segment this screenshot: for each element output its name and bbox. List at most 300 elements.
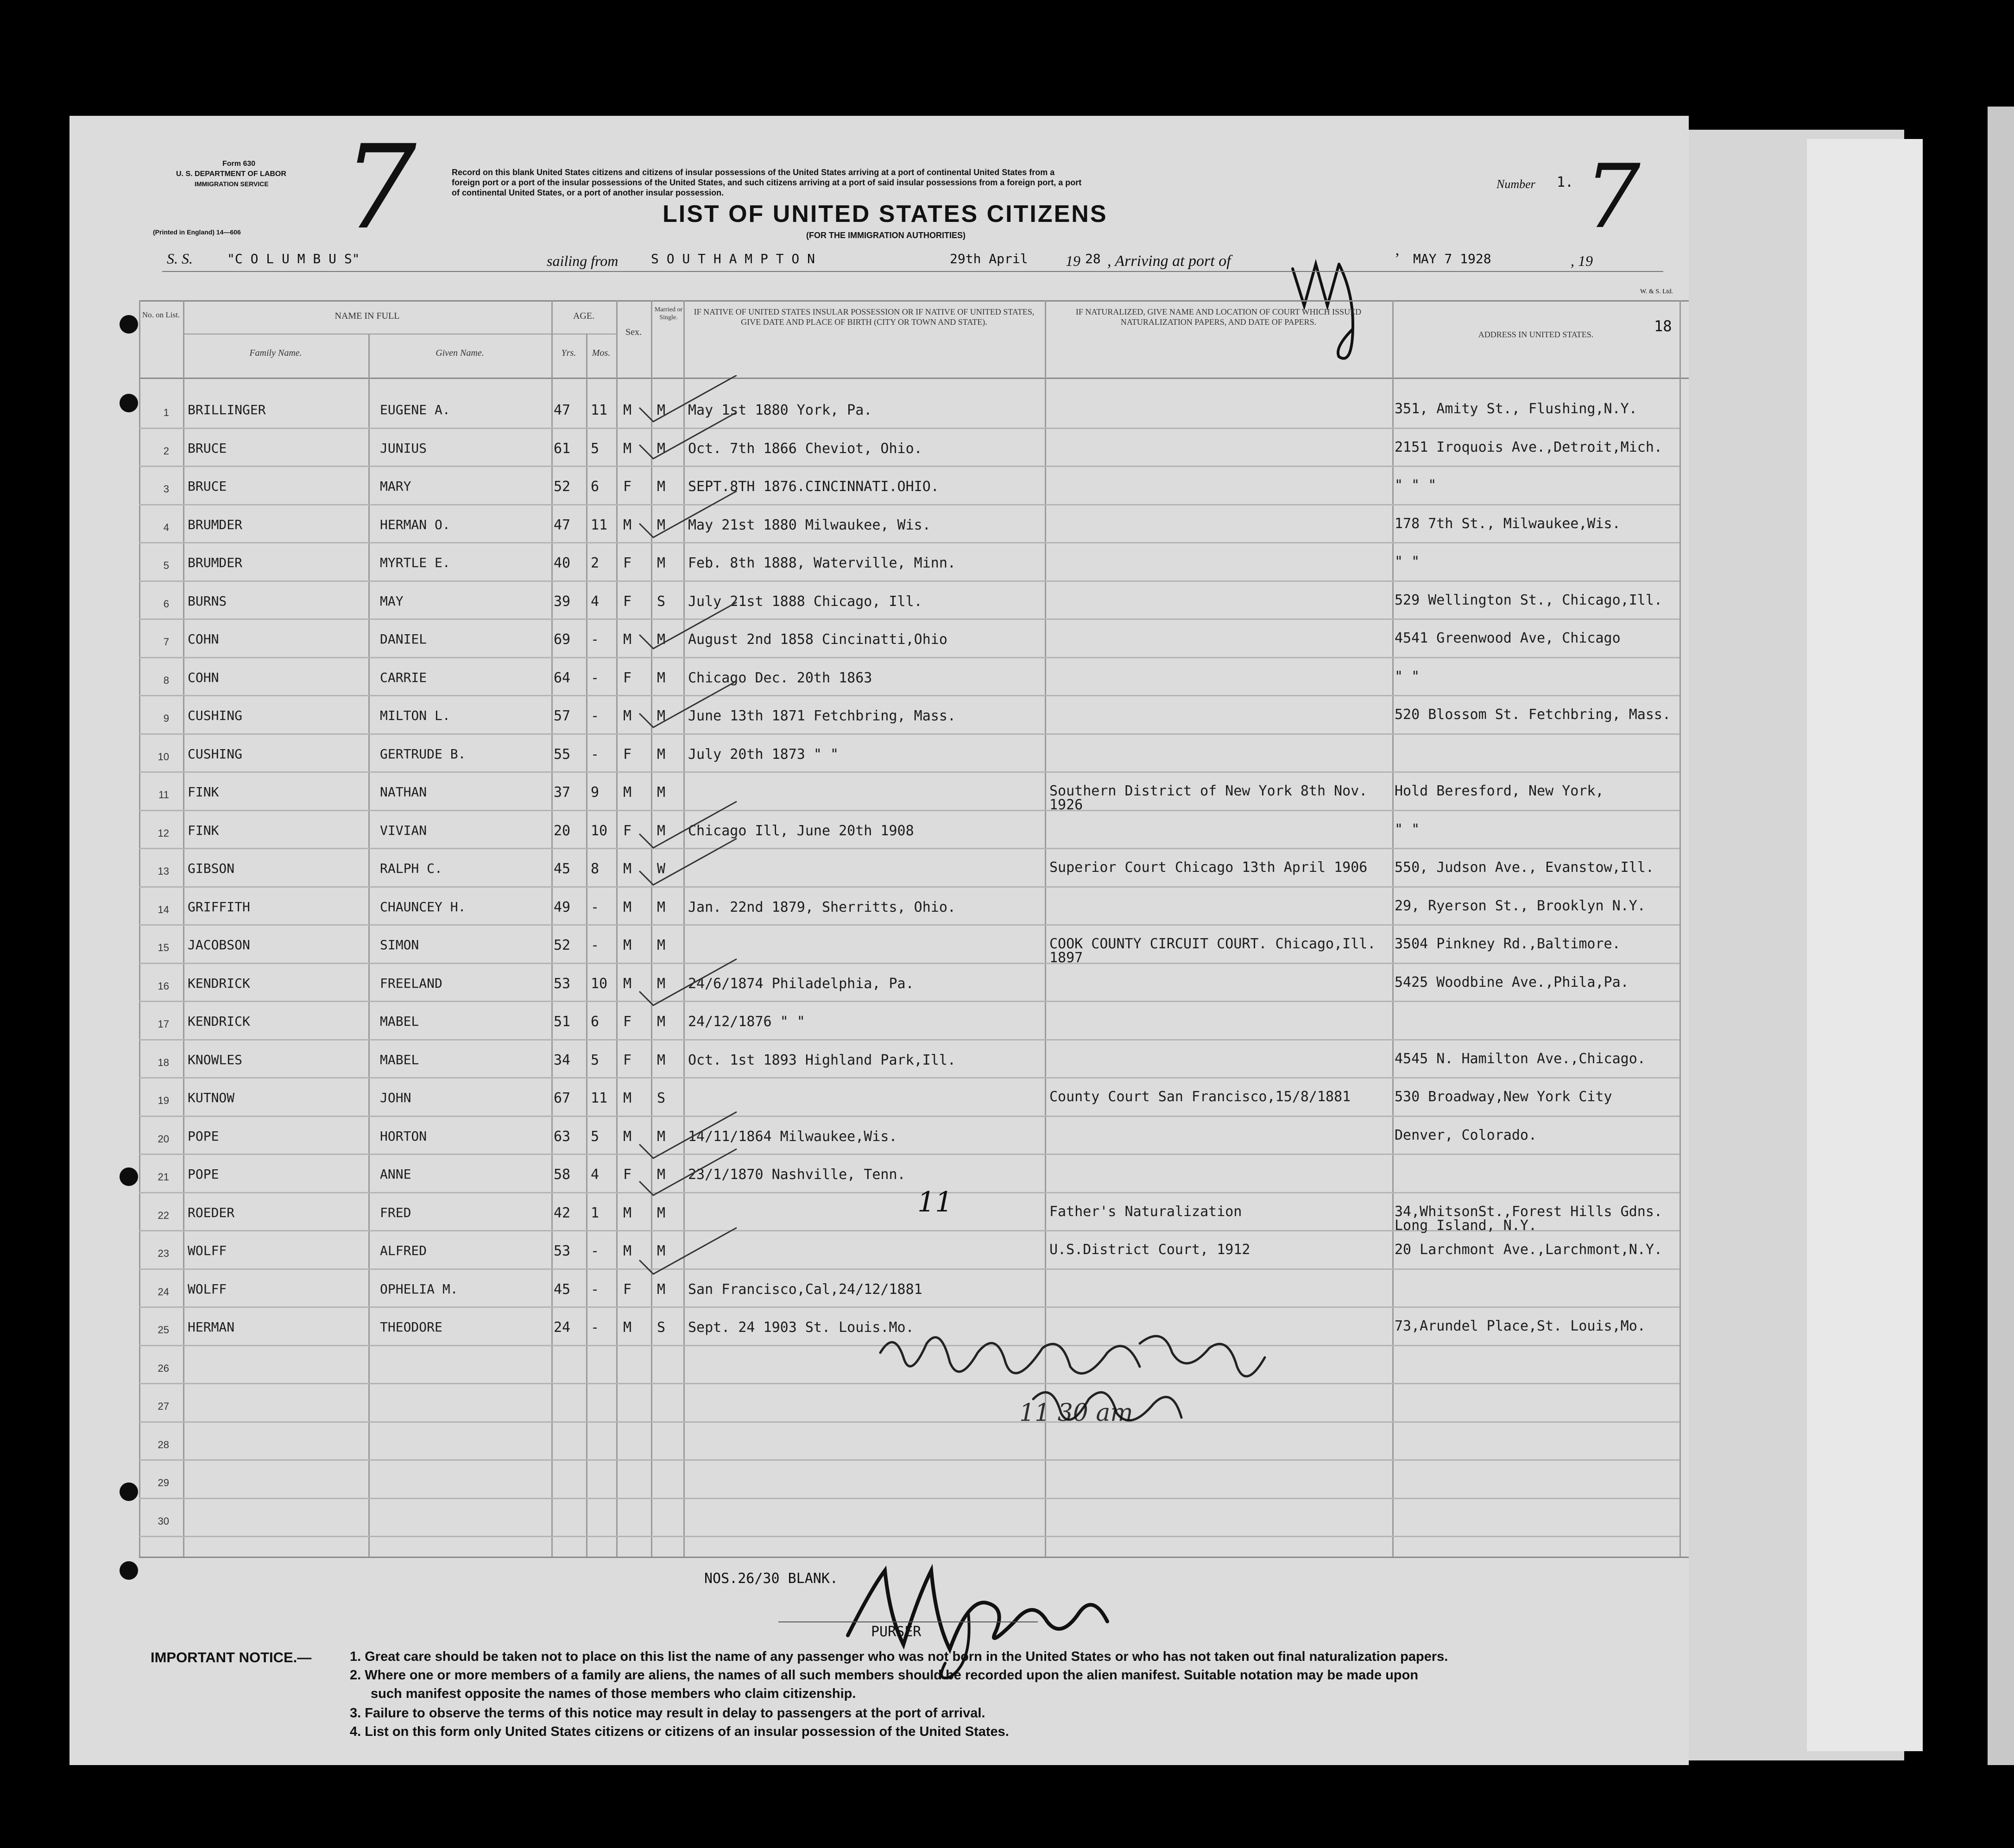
naturalization-cell: COOK COUNTY CIRCUIT COURT. Chicago,Ill. 1897	[1049, 936, 1376, 966]
sex-cell: M	[623, 861, 632, 877]
year-suffix: 28	[1085, 251, 1101, 266]
family-name-cell: BURNS	[188, 593, 227, 609]
marital-status-cell: M	[657, 1243, 666, 1259]
birth-cell: 24/6/1874 Philadelphia, Pa.	[688, 975, 914, 992]
address-cell: Hold Beresford, New York,	[1395, 783, 1604, 799]
header-address: ADDRESS IN UNITED STATES.	[1478, 330, 1594, 339]
birth-cell: May 21st 1880 Milwaukee, Wis.	[688, 517, 931, 533]
row-rule	[139, 542, 1679, 543]
row-number: 13	[158, 865, 169, 877]
age-years-cell: 63	[554, 1128, 571, 1145]
purser-rule	[778, 1621, 1038, 1622]
sheet-mark-right: 7	[1585, 145, 1641, 248]
address-cell: 178 7th St., Milwaukee,Wis.	[1395, 515, 1621, 532]
notice-2b: such manifest opposite the names of those members who claim citizenship.	[371, 1686, 856, 1701]
sex-cell: M	[623, 1243, 632, 1259]
marital-status-cell: M	[657, 746, 666, 763]
age-years-cell: 34	[554, 1052, 571, 1068]
address-cell: " "	[1395, 821, 1420, 838]
given-name-cell: FRED	[380, 1205, 411, 1220]
age-years-cell: 37	[554, 784, 571, 801]
family-name-cell: BRUMDER	[188, 517, 243, 532]
given-name-cell: MABEL	[380, 1052, 419, 1067]
given-name-cell: CARRIE	[380, 669, 427, 685]
row-number: 15	[158, 942, 169, 953]
marital-status-cell: M	[657, 1205, 666, 1221]
given-name-cell: CHAUNCEY H.	[380, 899, 466, 915]
punch-hole	[120, 1482, 138, 1501]
row-rule	[139, 1268, 1679, 1270]
address-cell: 34,WhitsonSt.,Forest Hills Gdns. Long Island, N.Y.	[1395, 1203, 1662, 1234]
instruction-line-1: Record on this blank United States citizens and citizens of insular possessions of the United States arriving at a port of continental United States from a	[452, 168, 1055, 177]
family-name-cell: CUSHING	[188, 708, 243, 723]
stacked-page-edge	[1988, 107, 2014, 1765]
given-name-cell: MAY	[380, 593, 404, 609]
row-number: 25	[158, 1324, 169, 1336]
row-rule	[139, 1039, 1679, 1041]
age-years-cell: 64	[554, 669, 571, 686]
age-years-cell: 40	[554, 555, 571, 571]
age-years-cell: 45	[554, 1281, 571, 1298]
sex-cell: M	[623, 708, 632, 724]
address-cell: 351, Amity St., Flushing,N.Y.	[1395, 401, 1637, 417]
birth-cell: Jan. 22nd 1879, Sherritts, Ohio.	[688, 899, 956, 915]
naturalization-cell: U.S.District Court, 1912	[1049, 1242, 1250, 1258]
row-number: 6	[163, 598, 169, 610]
col-divider	[368, 334, 370, 1557]
department: U. S. DEPARTMENT OF LABOR	[176, 170, 286, 178]
row-rule	[139, 504, 1679, 505]
notice-3: 3. Failure to observe the terms of this notice may result in delay to passengers at the port of arrival.	[350, 1706, 985, 1721]
given-name-cell: OPHELIA M.	[380, 1281, 458, 1297]
row-number: 17	[158, 1018, 169, 1030]
marital-status-cell: M	[657, 631, 666, 648]
marital-status-cell: M	[657, 1167, 666, 1183]
sex-cell: F	[623, 669, 632, 686]
age-years-cell: 53	[554, 1243, 571, 1259]
row-number: 11	[158, 789, 169, 801]
sex-cell: M	[623, 937, 632, 953]
arrival-date: MAY 7 1928	[1413, 251, 1491, 266]
birth-cell: Oct. 1st 1893 Highland Park,Ill.	[688, 1052, 956, 1068]
marital-status-cell: M	[657, 402, 666, 418]
age-months-cell: -	[591, 708, 600, 724]
family-name-cell: KENDRICK	[188, 1014, 250, 1029]
family-name-cell: WOLFF	[188, 1281, 227, 1297]
birth-cell: 23/1/1870 Nashville, Tenn.	[688, 1167, 906, 1183]
row-number: 21	[158, 1171, 169, 1183]
family-name-cell: ROEDER	[188, 1205, 235, 1220]
birth-cell: August 2nd 1858 Cincinatti,Ohio	[688, 631, 947, 648]
address-cell: Denver, Colorado.	[1395, 1127, 1537, 1143]
row-rule	[139, 771, 1679, 773]
arriving-label: , Arriving at port of	[1107, 252, 1231, 270]
age-years-cell: 67	[554, 1090, 571, 1106]
row-rule	[139, 1306, 1679, 1308]
service: IMMIGRATION SERVICE	[195, 180, 269, 188]
row-number: 30	[158, 1515, 169, 1527]
header-name-in-full: NAME IN FULL	[335, 311, 400, 321]
age-years-cell: 45	[554, 861, 571, 877]
age-years-cell: 69	[554, 631, 571, 648]
age-years-cell: 47	[554, 517, 571, 533]
header-bottom-rule	[139, 378, 1689, 379]
age-months-cell: 9	[591, 784, 600, 801]
marital-status-cell: M	[657, 708, 666, 724]
age-months-cell: 5	[591, 1128, 600, 1145]
row-number: 3	[163, 483, 169, 495]
punch-hole	[120, 394, 138, 412]
age-months-cell: 2	[591, 555, 600, 571]
marital-status-cell: M	[657, 440, 666, 457]
family-name-cell: BRUMDER	[188, 555, 243, 570]
notice-2a: 2. Where one or more members of a family are aliens, the names of all such members should be recorded upon the alien manifest. Suitable notation may be made upon	[350, 1668, 1419, 1683]
header-sex: Sex.	[625, 327, 642, 337]
birth-cell: July 21st 1888 Chicago, Ill.	[688, 593, 922, 610]
address-cell: 4541 Greenwood Ave, Chicago	[1395, 630, 1621, 646]
family-name-cell: FINK	[188, 784, 219, 800]
purser-label: PURSER	[871, 1624, 922, 1640]
sailing-label: sailing from	[547, 252, 619, 269]
header-birth: IF NATIVE OF UNITED STATES INSULAR POSSESSION OR IF NATIVE OF UNITED STATES, GIVE DATE AND PLACE OF BIRTH (CITY OR TOWN AND STATE).	[694, 307, 1035, 327]
naturalization-cell: Southern District of New York 8th Nov. 1926	[1049, 783, 1368, 813]
sex-cell: M	[623, 899, 632, 915]
row-number: 22	[158, 1209, 169, 1221]
marital-status-cell: M	[657, 517, 666, 533]
family-name-cell: BRUCE	[188, 479, 227, 494]
printer: W. & S. Ltd.	[1640, 288, 1673, 295]
row-number: 8	[163, 674, 169, 686]
age-years-cell: 39	[554, 593, 571, 610]
row-number: 12	[158, 827, 169, 839]
printed-note: (Printed in England) 14—606	[153, 228, 241, 236]
stacked-page-edge	[1807, 139, 1923, 1751]
family-name-cell: CUSHING	[188, 746, 243, 762]
header-family-name: Family Name.	[249, 348, 302, 358]
row-rule	[139, 1498, 1679, 1499]
address-cell: 3504 Pinkney Rd.,Baltimore.	[1395, 936, 1621, 952]
naturalization-cell: Superior Court Chicago 13th April 1906	[1049, 859, 1368, 876]
marital-status-cell: M	[657, 1128, 666, 1145]
row-number: 27	[158, 1400, 169, 1412]
age-years-cell: 51	[554, 1014, 571, 1030]
row-rule	[139, 924, 1679, 926]
address-cell: 520 Blossom St. Fetchbring, Mass.	[1395, 706, 1671, 723]
age-months-cell: 8	[591, 861, 600, 877]
given-name-cell: RALPH C.	[380, 861, 442, 876]
age-years-cell: 52	[554, 937, 571, 953]
stamp-time: 11 30 am	[1019, 1399, 1133, 1427]
row-rule	[139, 1077, 1679, 1079]
header-mos: Mos.	[592, 348, 611, 358]
row-rule	[139, 1154, 1679, 1155]
marital-status-cell: S	[657, 1090, 666, 1106]
given-name-cell: FREELAND	[380, 975, 442, 991]
punch-hole	[120, 1167, 138, 1186]
row-rule	[139, 1001, 1679, 1002]
row-rule	[139, 810, 1679, 811]
notice-1: 1. Great care should be taken not to place on this list the name of any passenger who was not born in the United States or who has not taken out final naturalization papers.	[350, 1649, 1448, 1664]
ship-line-rule	[162, 271, 1663, 272]
row-number: 20	[158, 1133, 169, 1145]
given-name-cell: JOHN	[380, 1090, 411, 1105]
marital-status-cell: M	[657, 555, 666, 571]
col-divider	[1679, 300, 1681, 1557]
year-prefix: 19	[1066, 252, 1080, 269]
marital-status-cell: M	[657, 937, 666, 953]
sex-cell: M	[623, 517, 632, 533]
age-months-cell: 11	[591, 1090, 608, 1106]
age-months-cell: 10	[591, 975, 608, 992]
row-number: 14	[158, 903, 169, 915]
birth-cell: Chicago Ill, June 20th 1908	[688, 822, 914, 839]
age-months-cell: 4	[591, 593, 600, 610]
age-years-cell: 57	[554, 708, 571, 724]
age-years-cell: 20	[554, 822, 571, 839]
address-cell: " "	[1395, 668, 1420, 685]
notice-4: 4. List on this form only United States citizens or citizens of an insular possession of the United States.	[350, 1724, 1009, 1739]
row-rule	[139, 428, 1679, 429]
header-age: AGE.	[573, 311, 595, 321]
age-months-cell: 10	[591, 822, 608, 839]
header-naturalized: IF NATURALIZED, GIVE NAME AND LOCATION OF COURT WHICH ISSUED NATURALIZATION PAPERS, AND DATE OF PAPERS.	[1075, 307, 1362, 327]
birth-cell: Sept. 24 1903 St. Louis.Mo.	[688, 1319, 914, 1336]
row-number: 23	[158, 1248, 169, 1259]
age-years-cell: 42	[554, 1205, 571, 1221]
given-name-cell: MILTON L.	[380, 708, 450, 723]
address-cell: 29, Ryerson St., Brooklyn N.Y.	[1395, 897, 1646, 914]
sex-cell: M	[623, 1128, 632, 1145]
port-comma: ’	[1395, 250, 1400, 267]
row-number: 9	[163, 713, 169, 724]
given-name-cell: MABEL	[380, 1014, 419, 1029]
blank-note: NOS.26/30 BLANK.	[704, 1570, 838, 1587]
family-name-cell: GRIFFITH	[188, 899, 250, 915]
family-name-cell: KENDRICK	[188, 975, 250, 991]
given-name-cell: HORTON	[380, 1128, 427, 1144]
age-years-cell: 52	[554, 479, 571, 495]
instruction-line-3: of continental United States, or a port of another insular possession.	[452, 188, 724, 197]
birth-cell: 14/11/1864 Milwaukee,Wis.	[688, 1128, 897, 1145]
address-cell: 73,Arundel Place,St. Louis,Mo.	[1395, 1318, 1646, 1334]
row-number: 19	[158, 1095, 169, 1106]
marital-status-cell: M	[657, 1052, 666, 1068]
age-months-cell: 11	[591, 517, 608, 533]
sex-cell: F	[623, 1167, 632, 1183]
family-name-cell: WOLFF	[188, 1243, 227, 1258]
row-number: 5	[163, 560, 169, 571]
age-months-cell: -	[591, 1319, 600, 1336]
header-no-on-list: No. on List.	[142, 310, 180, 319]
ship-prefix: S. S.	[167, 250, 193, 267]
row-rule	[139, 466, 1679, 467]
page-subtitle: (FOR THE IMMIGRATION AUTHORITIES)	[806, 231, 966, 240]
birth-cell: 24/12/1876 " "	[688, 1014, 805, 1030]
family-name-cell: BRUCE	[188, 440, 227, 456]
given-name-cell: NATHAN	[380, 784, 427, 800]
form-number: Form 630	[222, 160, 256, 168]
family-name-cell: GIBSON	[188, 861, 235, 876]
family-name-cell: FINK	[188, 822, 219, 838]
marital-status-cell: M	[657, 784, 666, 801]
address-cell: 530 Broadway,New York City	[1395, 1089, 1612, 1105]
family-name-cell: POPE	[188, 1167, 219, 1182]
age-months-cell: 11	[591, 402, 608, 418]
given-name-cell: HERMAN O.	[380, 517, 450, 532]
given-name-cell: SIMON	[380, 937, 419, 952]
row-rule	[139, 1459, 1679, 1461]
age-months-cell: 5	[591, 440, 600, 457]
punch-hole	[120, 1561, 138, 1580]
given-name-cell: ANNE	[380, 1167, 411, 1182]
address-cell: " " "	[1395, 477, 1437, 493]
family-name-cell: KUTNOW	[188, 1090, 235, 1105]
row-number: 16	[158, 980, 169, 992]
number-label: Number	[1496, 177, 1535, 191]
age-years-cell: 49	[554, 899, 571, 915]
row-number: 24	[158, 1286, 169, 1298]
age-months-cell: 1	[591, 1205, 600, 1221]
sex-cell: F	[623, 1052, 632, 1068]
row-rule	[139, 963, 1679, 964]
col-divider	[139, 300, 140, 1557]
address-cell: 5425 Woodbine Ave.,Phila,Pa.	[1395, 974, 1629, 990]
row-number: 2	[163, 445, 169, 457]
age-years-cell: 55	[554, 746, 571, 763]
row-rule	[139, 657, 1679, 658]
row-number: 4	[163, 521, 169, 533]
marital-status-cell: M	[657, 669, 666, 686]
sailing-port: S O U T H A M P T O N	[651, 251, 815, 266]
age-months-cell: 5	[591, 1052, 600, 1068]
age-years-cell: 61	[554, 440, 571, 457]
age-months-cell: -	[591, 669, 600, 686]
header-given-name: Given Name.	[436, 348, 484, 358]
birth-cell: Oct. 7th 1866 Cheviot, Ohio.	[688, 440, 922, 457]
given-name-cell: EUGENE A.	[380, 402, 450, 417]
punch-hole	[120, 315, 138, 334]
age-years-cell: 47	[554, 402, 571, 418]
manifest-page	[69, 116, 1689, 1765]
birth-cell: May 1st 1880 York, Pa.	[688, 402, 872, 418]
col-divider	[1392, 300, 1394, 1557]
row-rule	[139, 1192, 1679, 1193]
naturalization-cell: Father's Naturalization	[1049, 1203, 1242, 1220]
given-name-cell: DANIEL	[380, 631, 427, 647]
mark-11: 11	[917, 1186, 953, 1218]
address-cell: 2151 Iroquois Ave.,Detroit,Mich.	[1395, 439, 1662, 455]
age-months-cell: 4	[591, 1167, 600, 1183]
family-name-cell: BRILLINGER	[188, 402, 266, 417]
sex-cell: F	[623, 479, 632, 495]
sex-cell: F	[623, 555, 632, 571]
family-name-cell: COHN	[188, 669, 219, 685]
row-rule	[139, 733, 1679, 735]
number-value: 1.	[1557, 174, 1574, 190]
page-title: LIST OF UNITED STATES CITIZENS	[663, 201, 1108, 227]
col-divider	[551, 300, 553, 1557]
row-rule	[139, 618, 1679, 620]
given-name-cell: MARY	[380, 479, 411, 494]
family-name-cell: COHN	[188, 631, 219, 647]
row-rule	[139, 848, 1679, 849]
given-name-cell: THEODORE	[380, 1319, 442, 1335]
age-months-cell: 6	[591, 1014, 600, 1030]
age-months-cell: -	[591, 899, 600, 915]
row-number: 29	[158, 1477, 169, 1488]
marital-status-cell: M	[657, 975, 666, 992]
age-months-cell: 6	[591, 479, 600, 495]
birth-cell: July 20th 1873 " "	[688, 746, 839, 763]
family-name-cell: KNOWLES	[188, 1052, 243, 1067]
port-handwriting	[1283, 236, 1404, 375]
age-months-cell: -	[591, 746, 600, 763]
marital-status-cell: S	[657, 1319, 666, 1336]
marital-status-cell: M	[657, 822, 666, 839]
sex-cell: M	[623, 1205, 632, 1221]
marital-status-cell: S	[657, 593, 666, 610]
marital-status-cell: M	[657, 479, 666, 495]
marital-status-cell: M	[657, 1281, 666, 1298]
age-years-cell: 24	[554, 1319, 571, 1336]
page-number: 18	[1654, 317, 1672, 335]
age-months-cell: -	[591, 1243, 600, 1259]
header-married-single: Married or Single.	[654, 306, 683, 321]
notice-label: IMPORTANT NOTICE.—	[151, 1649, 312, 1665]
address-cell: 20 Larchmont Ave.,Larchmont,N.Y.	[1395, 1242, 1662, 1258]
sex-cell: M	[623, 1090, 632, 1106]
address-cell: 529 Wellington St., Chicago,Ill.	[1395, 592, 1662, 608]
sex-cell: M	[623, 402, 632, 418]
row-number: 7	[163, 636, 169, 648]
trailing-year: , 19	[1571, 252, 1593, 269]
instruction-line-2: foreign port or a port of the insular possessions of the United States, and such citizens arriving at a port of said insular possessions from a foreign port, a port	[452, 178, 1082, 187]
row-number: 28	[158, 1438, 169, 1451]
naturalization-cell: County Court San Francisco,15/8/1881	[1049, 1089, 1351, 1105]
given-name-cell: ALFRED	[380, 1243, 427, 1258]
row-rule	[139, 580, 1679, 582]
given-name-cell: JUNIUS	[380, 440, 427, 456]
age-months-cell: -	[591, 1281, 600, 1298]
sex-cell: M	[623, 784, 632, 801]
row-number: 10	[158, 751, 169, 763]
marital-status-cell: M	[657, 1014, 666, 1030]
family-name-cell: JACOBSON	[188, 937, 250, 952]
birth-cell: SEPT.8TH 1876.CINCINNATI.OHIO.	[688, 479, 939, 495]
age-years-cell: 58	[554, 1167, 571, 1183]
row-rule	[139, 1116, 1679, 1117]
marital-status-cell: W	[657, 861, 666, 877]
marital-status-cell: M	[657, 899, 666, 915]
row-number: 1	[163, 407, 169, 418]
given-name-cell: MYRTLE E.	[380, 555, 450, 570]
row-number: 18	[158, 1056, 169, 1068]
sex-cell: M	[623, 975, 632, 992]
sex-cell: F	[623, 746, 632, 763]
sailing-date: 29th April	[950, 251, 1028, 266]
birth-cell: San Francisco,Cal,24/12/1881	[688, 1281, 922, 1298]
age-months-cell: -	[591, 937, 600, 953]
address-cell: 550, Judson Ave., Evanstow,Ill.	[1395, 859, 1654, 876]
age-months-cell: -	[591, 631, 600, 648]
given-name-cell: VIVIAN	[380, 822, 427, 838]
header-yrs: Yrs.	[561, 348, 576, 358]
row-rule	[139, 695, 1679, 696]
check-marks	[570, 375, 894, 1580]
row-rule	[139, 1536, 1679, 1537]
birth-cell: Chicago Dec. 20th 1863	[688, 669, 872, 686]
family-name-cell: HERMAN	[188, 1319, 235, 1335]
